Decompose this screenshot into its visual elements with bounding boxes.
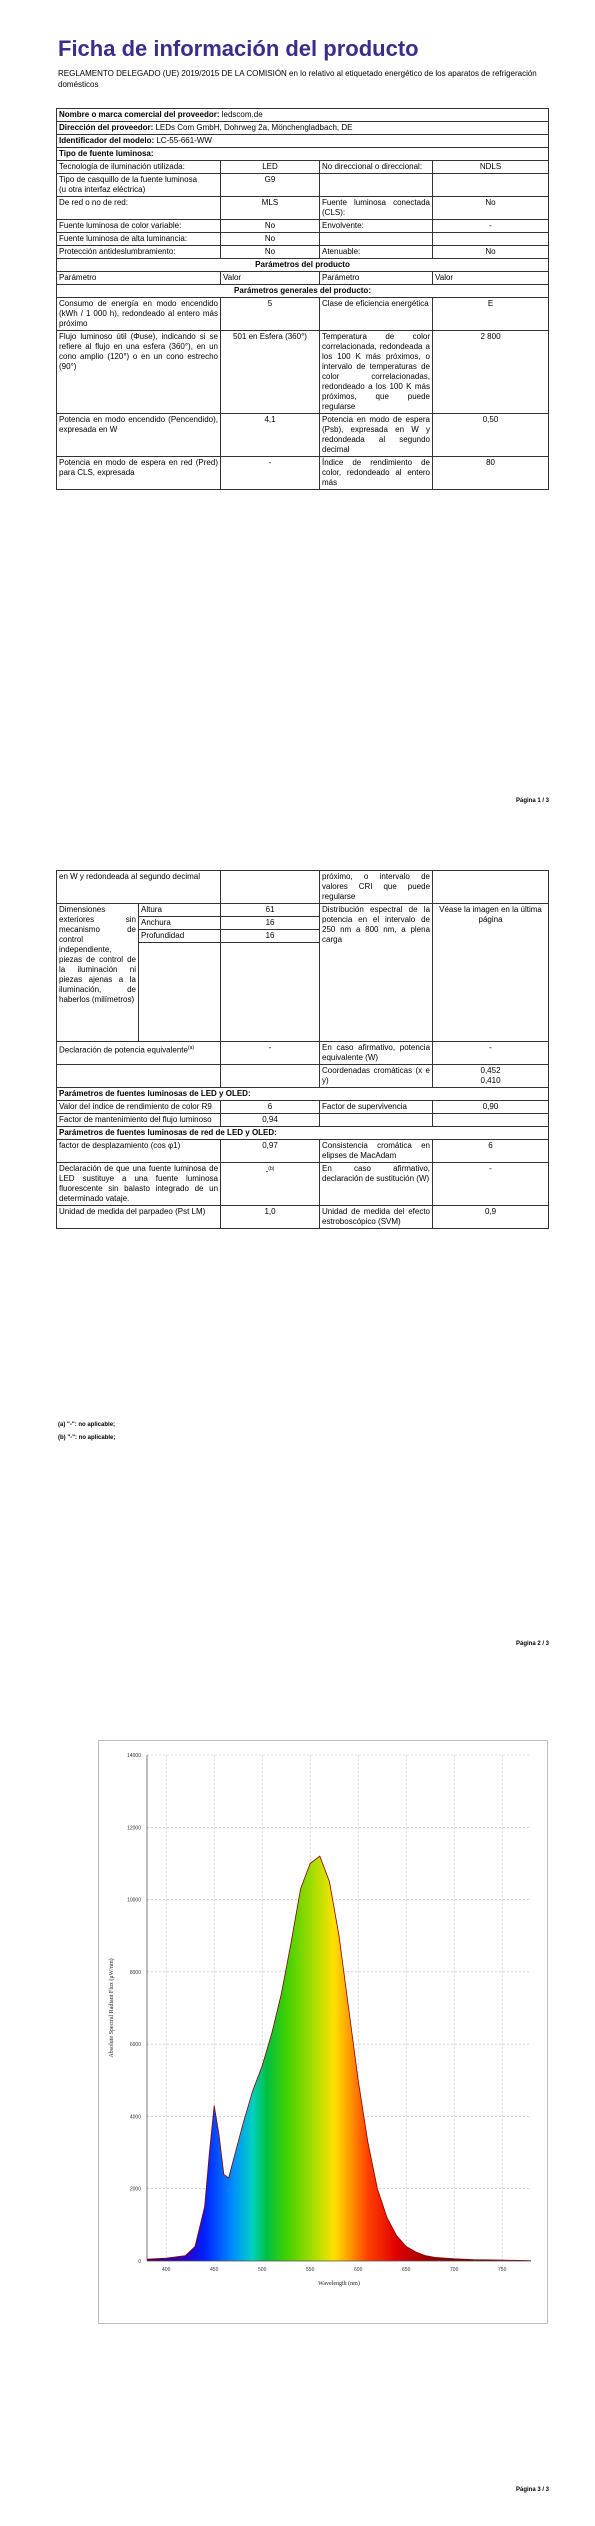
param-label: Fuente luminosa conectada (CLS):: [320, 197, 433, 220]
page-3: [0, 1700, 595, 2526]
param-value: -: [433, 220, 549, 233]
equivalent-power-value: -: [433, 1042, 549, 1065]
spectral-chart-svg: [99, 1741, 547, 2323]
param-label: Potencia en modo encendido (Pencendido), expresada en W: [57, 414, 221, 457]
general-param-row: [57, 457, 549, 490]
source-type-header-row: [57, 148, 549, 161]
param-value: [221, 1101, 320, 1114]
param-value: 0,9: [433, 1206, 549, 1229]
chromaticity-values: [433, 1065, 549, 1088]
dimensions-label: Dimensiones exteriores sin mecanismo de control independiente, piezas de control de la iluminación ni piezas ajenas a la iluminación, de haberlos (milímetros): [57, 904, 139, 1042]
model-row: [57, 135, 549, 148]
y-tick-label: 6000: [129, 2042, 141, 2049]
param-label: [320, 174, 433, 197]
param-value: No: [433, 246, 549, 259]
param-value: No: [221, 246, 320, 259]
param-value: E: [433, 298, 549, 331]
address-label: Dirección del proveedor:: [59, 123, 154, 132]
page-number: Página 1 / 3: [515, 798, 549, 804]
dimensions-row: [57, 904, 549, 917]
param-label: Fuente luminosa de color variable:: [57, 220, 221, 233]
height-value: 61: [221, 904, 320, 917]
led-header-row: [57, 1088, 549, 1101]
regulation-text: REGLAMENTO DELEGADO (UE) 2019/2015 DE LA COMISIÓN en lo relativo al etiquetado energético de los aparatos de refrigeración domésticos: [58, 69, 537, 89]
spectral-chart: [98, 1740, 548, 2324]
mains-param-row: [57, 1206, 549, 1229]
param-value: 5: [221, 298, 320, 331]
param-value: [221, 1140, 320, 1163]
source-type-row: [57, 233, 549, 246]
params-header-row: [57, 259, 549, 272]
led-param-row: [57, 1101, 549, 1114]
param-value: 0,50: [433, 414, 549, 457]
product-info-table: [56, 108, 549, 490]
param-label: Factor de supervivencia: [320, 1101, 433, 1114]
param-value-text: 1,0: [264, 1207, 276, 1216]
param-label: Valor del índice de rendimiento de color R9: [57, 1101, 221, 1114]
source-type-row: [57, 174, 549, 197]
param-label: Factor de mantenimiento del flujo luminoso: [57, 1114, 221, 1127]
y-tick-label: 4000: [129, 2114, 141, 2121]
address-value: LEDs Com GmbH, Dohrweg 2a, Mönchengladbach, DE: [155, 123, 353, 132]
param-value: 501 en Esfera (360°): [221, 331, 320, 414]
mains-header-row: [57, 1127, 549, 1140]
param-value: LED: [221, 161, 320, 174]
param-value: No: [221, 233, 320, 246]
page-title: Ficha de información del producto: [58, 36, 419, 61]
col-value-2: Valor: [433, 272, 549, 285]
page-number: Página 3 / 3: [515, 2487, 549, 2493]
param-label: factor de desplazamiento (cos φ1): [57, 1140, 221, 1163]
param-label: Flujo luminoso útil (Φuse), indicando si se refiere al flujo en una esfera (360°), en un cono amplio (120°) o en un cono estrecho (90°): [57, 331, 221, 414]
param-value-text: 0,97: [262, 1141, 278, 1150]
param-value: -: [221, 457, 320, 490]
param-label: Consumo de energía en modo encendido (kWh / 1 000 h), redondeado al entero más próximo: [57, 298, 221, 331]
address-row: [57, 122, 549, 135]
footnote-ref-a: (a): [187, 1045, 195, 1051]
spectral-label: Distribución espectral de la potencia en el intervalo de 250 nm a 800 nm, a plena carga: [320, 904, 433, 1042]
param-label: Tipo de casquillo de la fuente luminosa (u otra interfaz eléctrica): [57, 174, 221, 197]
y-axis-label: Absolute Spectral Radiant Flux (μW/nm): [109, 1958, 115, 2058]
param-label: Unidad de medida del efecto estroboscópico (SVM): [320, 1206, 433, 1229]
y-tick-label: 10000: [127, 1897, 141, 1904]
param-value: [221, 1163, 320, 1206]
params-header: Parámetros del producto: [57, 259, 549, 272]
declaration-label: [57, 1042, 221, 1065]
general-param-row: [57, 414, 549, 457]
x-tick-label: 450: [210, 2267, 219, 2273]
brand-label: Nombre o marca comercial del proveedor:: [59, 110, 220, 119]
param-label: No direccional o direccional:: [320, 161, 433, 174]
footnote-b: (b) "-": no aplicable;: [58, 1435, 116, 1441]
param-label: Fuente luminosa de alta luminancia:: [57, 233, 221, 246]
param-value: [433, 1114, 549, 1127]
param-label: Potencia en modo de espera (Psb), expresada en W y redondeada al segundo decimal: [320, 414, 433, 457]
general-param-row: [57, 298, 549, 331]
equivalent-power-label: En caso afirmativo, potencia equivalente (W): [320, 1042, 433, 1065]
param-value: -: [433, 1163, 549, 1206]
param-value: No: [221, 220, 320, 233]
y-tick-label: 14000: [127, 1753, 141, 1759]
params-columns-row: [57, 272, 549, 285]
continued-row: [57, 871, 549, 904]
param-label: Protección antideslumbramiento:: [57, 246, 221, 259]
param-label: Atenuable:: [320, 246, 433, 259]
param-label: [320, 233, 433, 246]
x-tick-label: 600: [354, 2267, 363, 2273]
general-header-row: [57, 285, 549, 298]
general-params-rows: [57, 298, 549, 490]
brand-value: ledscom.de: [221, 110, 263, 119]
param-label: próximo, o intervalo de valores CRI que puede regularse: [320, 871, 433, 904]
x-tick-label: 550: [306, 2267, 315, 2273]
param-label: en W y redondeada al segundo decimal: [57, 871, 221, 904]
source-type-row: [57, 220, 549, 233]
source-type-row: [57, 246, 549, 259]
param-value: [221, 1114, 320, 1127]
param-label: Índice de rendimiento de color, redondeado al entero más: [320, 457, 433, 490]
x-tick-label: 400: [162, 2267, 171, 2273]
source-type-header: Tipo de fuente luminosa:: [57, 148, 549, 161]
page-1: [0, 0, 595, 840]
model-value: LC-55-661-WW: [156, 136, 212, 145]
x-tick-label: 650: [402, 2267, 411, 2273]
param-label: Declaración de que una fuente luminosa de LED sustituye a una fuente luminosa fluorescente sin balasto integrado de un determinado vataje.: [57, 1163, 221, 1206]
declaration-text: Declaración de potencia equivalente: [59, 1045, 188, 1055]
led-params-rows: [57, 1101, 549, 1127]
param-value-text: 6: [267, 1102, 273, 1111]
col-value-1: Valor: [221, 272, 320, 285]
param-value: No: [433, 197, 549, 220]
param-label: Clase de eficiencia energética: [320, 298, 433, 331]
empty-cell: [139, 943, 221, 1042]
general-param-row: [57, 331, 549, 414]
model-cell: [57, 135, 549, 148]
param-value: NDLS: [433, 161, 549, 174]
chromaticity-x: 0,452: [480, 1066, 501, 1075]
col-param-1: Parámetro: [57, 272, 221, 285]
product-params-table-continued: [56, 870, 549, 1229]
source-type-row: [57, 197, 549, 220]
param-value: 0,90: [433, 1101, 549, 1114]
empty-cell: [57, 1065, 221, 1088]
param-value: [221, 871, 320, 904]
param-value: [433, 871, 549, 904]
mains-header: Parámetros de fuentes luminosas de red de LED y OLED:: [57, 1127, 549, 1140]
width-value: 16: [221, 917, 320, 930]
chromaticity-label: Coordenadas cromáticas (x e y): [320, 1065, 433, 1088]
mains-param-row: [57, 1140, 549, 1163]
param-label: Potencia en modo de espera en red (Pred) para CLS, expresada: [57, 457, 221, 490]
width-label: Anchura: [139, 917, 221, 930]
declaration-value: -: [221, 1042, 320, 1065]
depth-label: Profundidad: [139, 930, 221, 943]
spectral-value: Véase la imagen en la última página: [433, 904, 549, 1042]
param-value: G9: [221, 174, 320, 197]
param-label: Envolvente:: [320, 220, 433, 233]
depth-value: 16: [221, 930, 320, 943]
y-tick-label: 2000: [129, 2186, 141, 2193]
param-label: [320, 1114, 433, 1127]
param-value: 80: [433, 457, 549, 490]
spectrum-area: [147, 1856, 531, 2261]
mains-params-rows: [57, 1140, 549, 1229]
height-label: Altura: [139, 904, 221, 917]
param-label: Unidad de medida del parpadeo (Pst LM): [57, 1206, 221, 1229]
x-tick-label: 750: [498, 2267, 507, 2273]
param-value: 2 800: [433, 331, 549, 414]
param-value: 4,1: [221, 414, 320, 457]
param-value: 6: [433, 1140, 549, 1163]
x-tick-label: 700: [450, 2267, 459, 2273]
chromaticity-row: [57, 1065, 549, 1088]
param-label: De red o no de red:: [57, 197, 221, 220]
brand-row: [57, 109, 549, 122]
footnote-ref-b: (b): [268, 1166, 275, 1172]
param-value-text: 0,94: [262, 1115, 278, 1124]
y-tick-label: 12000: [127, 1825, 141, 1832]
page-number: Página 2 / 3: [515, 1641, 549, 1647]
source-type-rows: [57, 161, 549, 259]
general-header: Parámetros generales del producto:: [57, 285, 549, 298]
col-param-2: Parámetro: [320, 272, 433, 285]
x-tick-label: 500: [258, 2267, 267, 2273]
param-label: Consistencia cromática en elipses de MacAdam: [320, 1140, 433, 1163]
brand-cell: [57, 109, 549, 122]
param-label: Tecnología de iluminación utilizada:: [57, 161, 221, 174]
chromaticity-y: 0,410: [480, 1076, 501, 1085]
led-header: Parámetros de fuentes luminosas de LED y OLED:: [57, 1088, 549, 1101]
param-value: [433, 233, 549, 246]
param-value: [433, 174, 549, 197]
declaration-row: [57, 1042, 549, 1065]
param-label: En caso afirmativo, declaración de sustitución (W): [320, 1163, 433, 1206]
address-cell: [57, 122, 549, 135]
footnote-a: (a) "-": no aplicable;: [58, 1422, 116, 1428]
param-label: Temperatura de color correlacionada, redondeada a los 100 K más próximos, o intervalo de temperaturas de color correlacionadas, redondeado a los 100 K más próximos, que puede regularse: [320, 331, 433, 414]
mains-param-row: [57, 1163, 549, 1206]
source-type-row: [57, 161, 549, 174]
empty-cell: [221, 943, 320, 1042]
param-value: [221, 1206, 320, 1229]
param-value: MLS: [221, 197, 320, 220]
led-param-row: [57, 1114, 549, 1127]
page-2: [0, 870, 595, 1670]
x-axis-label: Wavelength (nm): [318, 2281, 360, 2287]
y-tick-label: 8000: [129, 1969, 141, 1976]
empty-cell: [221, 1065, 320, 1088]
param-value-text: -: [265, 1166, 269, 1176]
model-label: Identificador del modelo:: [59, 136, 155, 145]
y-tick-label: 0: [138, 2259, 141, 2265]
